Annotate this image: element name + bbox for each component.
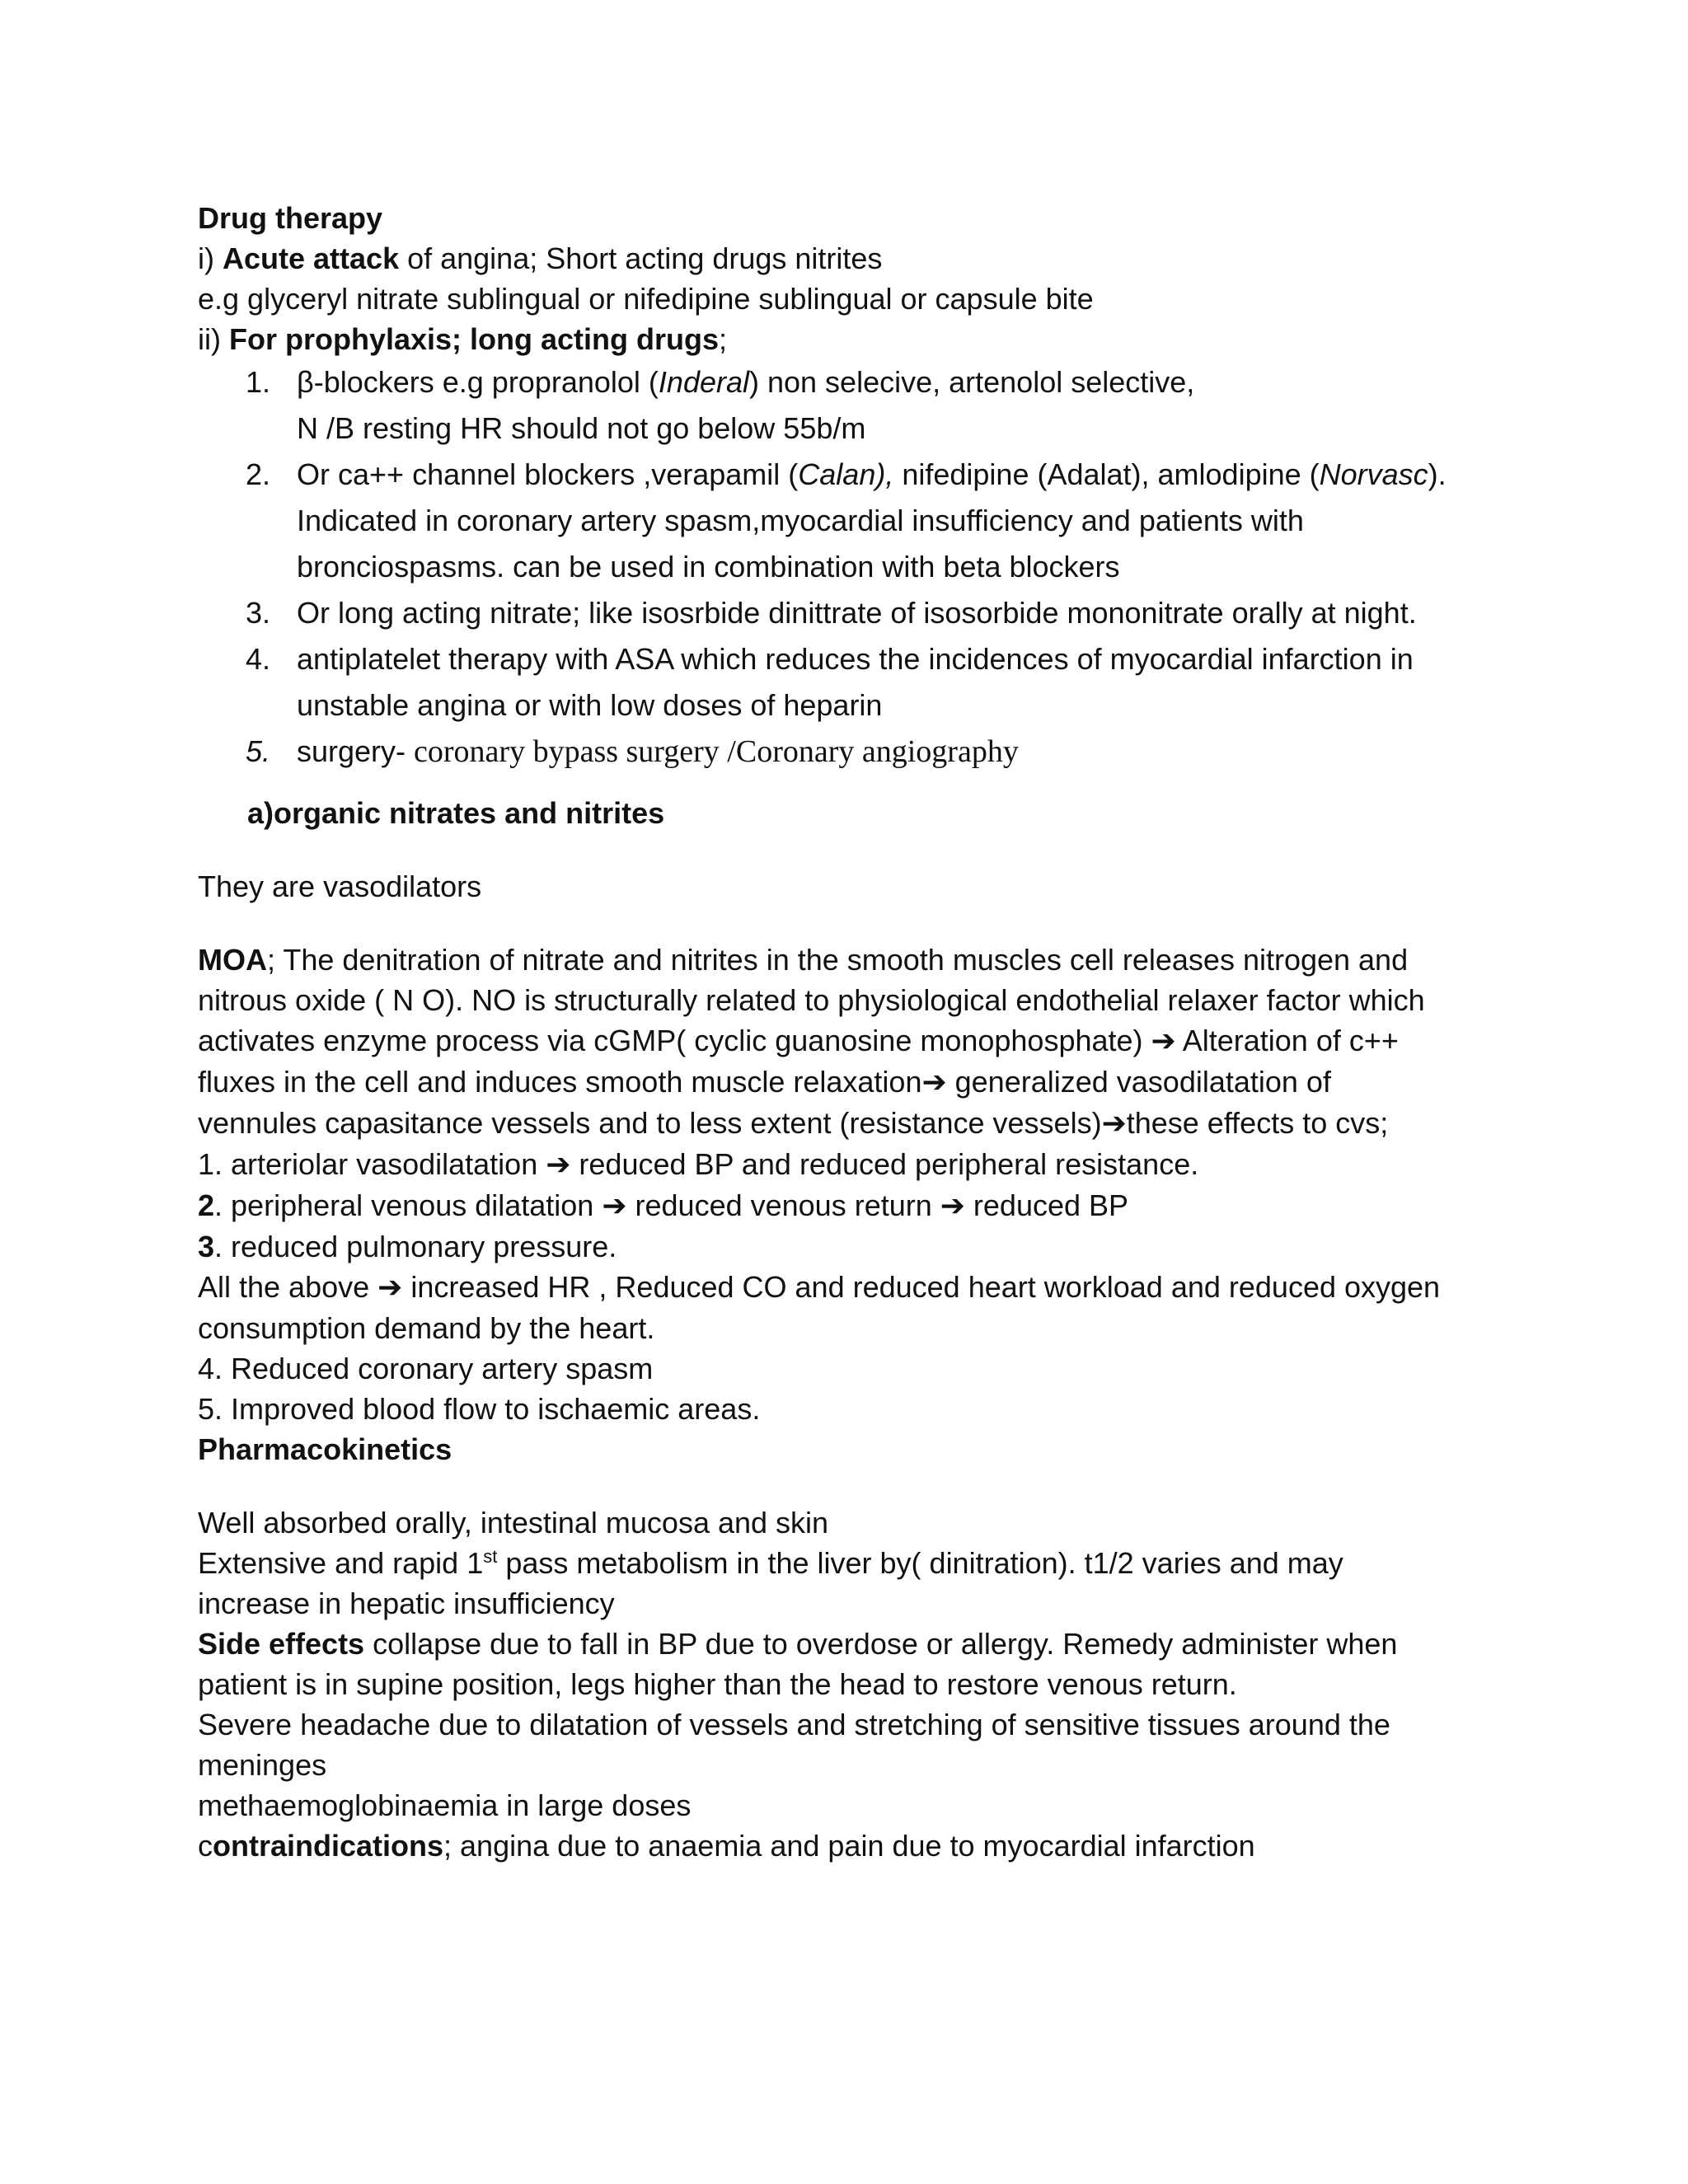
list-text: ) non selecive, artenolol selective, bbox=[749, 365, 1195, 399]
vasodilators-line: They are vasodilators bbox=[198, 869, 482, 903]
side-effects-text: collapse due to fall in BP due to overdose or allergy. Remedy administer when bbox=[364, 1627, 1398, 1661]
effect-4: 4. Reduced coronary artery spasm bbox=[198, 1352, 654, 1385]
moa-text: Alteration of c++ bbox=[1175, 1024, 1399, 1057]
arrow-icon: ➔ bbox=[921, 1066, 947, 1099]
pk-text: Extensive and rapid 1 bbox=[198, 1546, 484, 1580]
pk-line-3: increase in hepatic insufficiency bbox=[198, 1586, 615, 1620]
arrow-icon: ➔ bbox=[546, 1148, 571, 1182]
acute-bold: Acute attack bbox=[223, 241, 400, 275]
list-text: nifedipine (Adalat), amlodipine ( bbox=[893, 457, 1320, 491]
side-effects-line-5: methaemoglobinaemia in large doses bbox=[198, 1788, 692, 1822]
effect-all bbox=[198, 1267, 1517, 1308]
arrow-icon: ➔ bbox=[1151, 1024, 1176, 1058]
effect-text: . reduced pulmonary pressure. bbox=[214, 1230, 617, 1263]
list-item-3 bbox=[198, 590, 1517, 636]
effect-2 bbox=[198, 1185, 1517, 1226]
prophylaxis-list bbox=[198, 359, 1517, 775]
arrow-icon: ➔ bbox=[602, 1189, 627, 1223]
effect-text: reduced BP bbox=[964, 1188, 1129, 1222]
side-effects-line-2: patient is in supine position, legs higher than the head to restore venous return. bbox=[198, 1667, 1237, 1701]
moa-line-1 bbox=[198, 940, 1517, 980]
effect-text: All the above bbox=[198, 1270, 378, 1304]
effect-text: 1. arteriolar vasodilatation bbox=[198, 1147, 546, 1181]
document-page bbox=[198, 198, 1517, 1866]
side-effects-bold: Side effects bbox=[198, 1627, 365, 1661]
subheading-nitrates: a)organic nitrates and nitrites bbox=[247, 796, 665, 830]
effect-1 bbox=[198, 1144, 1517, 1185]
pharmacokinetics-heading: Pharmacokinetics bbox=[198, 1432, 452, 1466]
effect-text: . peripheral venous dilatation bbox=[214, 1188, 603, 1222]
list-number: 3. bbox=[246, 596, 271, 630]
contraindications-line bbox=[198, 1825, 1517, 1866]
list-item-1 bbox=[198, 359, 1517, 452]
effect-number: 2 bbox=[198, 1188, 215, 1222]
effect-number: 3 bbox=[198, 1230, 215, 1263]
list-number: 5. bbox=[246, 734, 271, 768]
prophylaxis-line bbox=[198, 319, 1517, 359]
moa-text: these effects to cvs; bbox=[1126, 1106, 1389, 1140]
list-item-4 bbox=[198, 636, 1517, 729]
list-text: ). bbox=[1428, 457, 1447, 491]
pk-text: pass metabolism in the liver by( dinitration). t1/2 varies and may bbox=[497, 1546, 1343, 1580]
contra-text: ; angina due to anaemia and pain due to myocardial infarction bbox=[443, 1829, 1255, 1863]
list-text: β-blockers e.g propranolol ( bbox=[297, 365, 659, 399]
side-effects-line-3: Severe headache due to dilatation of vessels and stretching of sensitive tissues around the bbox=[198, 1708, 1390, 1741]
moa-text: generalized vasodilatation of bbox=[946, 1065, 1331, 1099]
list-text: Or ca++ channel blockers ,verapamil ( bbox=[297, 457, 799, 491]
prophylaxis-bold: For prophylaxis; long acting drugs bbox=[229, 322, 720, 356]
list-text: Indicated in coronary artery spasm,myocardial insufficiency and patients with bbox=[297, 504, 1304, 537]
moa-text: fluxes in the cell and induces smooth muscle relaxation bbox=[198, 1065, 922, 1099]
moa-line-5 bbox=[198, 1103, 1517, 1144]
moa-text: activates enzyme process via cGMP( cyclic guanosine monophosphate) bbox=[198, 1024, 1151, 1057]
moa-text: vennules capasitance vessels and to less extent (resistance vessels) bbox=[198, 1106, 1102, 1140]
moa-line-4 bbox=[198, 1062, 1517, 1103]
side-effects-line-4: meninges bbox=[198, 1748, 327, 1782]
acute-example: e.g glyceryl nitrate sublingual or nifedipine sublingual or capsule bite bbox=[198, 282, 1094, 316]
list-text: bronciospasms. can be used in combination with beta blockers bbox=[297, 550, 1120, 583]
acute-prefix: i) bbox=[198, 241, 223, 275]
effect-text: reduced venous return bbox=[626, 1188, 940, 1222]
list-text: N /B resting HR should not go below 55b/m bbox=[297, 411, 866, 445]
contra-bold: ontraindications bbox=[213, 1829, 444, 1863]
moa-line-2: nitrous oxide ( N O). NO is structurally related to physiological endothelial relaxer factor which bbox=[198, 983, 1425, 1017]
moa-line-3 bbox=[198, 1020, 1517, 1062]
list-serif-text: coronary bypass surgery /Coronary angiography bbox=[414, 734, 1019, 769]
pk-line-2 bbox=[198, 1543, 1517, 1583]
list-text: antiplatelet therapy with ASA which reduces the incidences of myocardial infarction in bbox=[297, 642, 1414, 676]
list-number: 2. bbox=[246, 457, 271, 491]
list-italic: Norvasc bbox=[1319, 457, 1428, 491]
arrow-icon: ➔ bbox=[377, 1271, 403, 1305]
contra-prefix: c bbox=[198, 1829, 213, 1863]
prophylaxis-rest: ; bbox=[719, 322, 728, 356]
list-text: unstable angina or with low doses of heparin bbox=[297, 688, 883, 722]
side-effects-line-1 bbox=[198, 1624, 1517, 1664]
acute-rest: of angina; Short acting drugs nitrites bbox=[399, 241, 883, 275]
section-title: Drug therapy bbox=[198, 201, 383, 235]
list-item-5 bbox=[198, 729, 1517, 775]
arrow-icon: ➔ bbox=[940, 1189, 965, 1223]
effect-3 bbox=[198, 1226, 1517, 1267]
acute-attack-line bbox=[198, 238, 1517, 279]
effect-text: increased HR , Reduced CO and reduced heart workload and reduced oxygen bbox=[402, 1270, 1441, 1304]
prophylaxis-prefix: ii) bbox=[198, 322, 229, 356]
moa-bold: MOA bbox=[198, 943, 267, 977]
effect-all-cont: consumption demand by the heart. bbox=[198, 1311, 655, 1345]
list-text: Or long acting nitrate; like isosrbide dinittrate of isosorbide mononitrate orally at night. bbox=[297, 596, 1417, 630]
pk-line-1: Well absorbed orally, intestinal mucosa and skin bbox=[198, 1506, 829, 1540]
moa-text: ; The denitration of nitrate and nitrites in the smooth muscles cell releases nitrogen and bbox=[267, 943, 1409, 977]
arrow-icon: ➔ bbox=[1101, 1107, 1127, 1141]
list-italic: Inderal bbox=[658, 365, 749, 399]
effect-text: reduced BP and reduced peripheral resistance. bbox=[570, 1147, 1199, 1181]
list-text: surgery- bbox=[297, 734, 415, 768]
list-italic: Calan), bbox=[798, 457, 894, 491]
effect-5: 5. Improved blood flow to ischaemic areas. bbox=[198, 1392, 761, 1426]
pk-superscript: st bbox=[483, 1546, 498, 1567]
list-item-2 bbox=[198, 452, 1517, 590]
list-number: 1. bbox=[246, 365, 271, 399]
list-number: 4. bbox=[246, 642, 271, 676]
